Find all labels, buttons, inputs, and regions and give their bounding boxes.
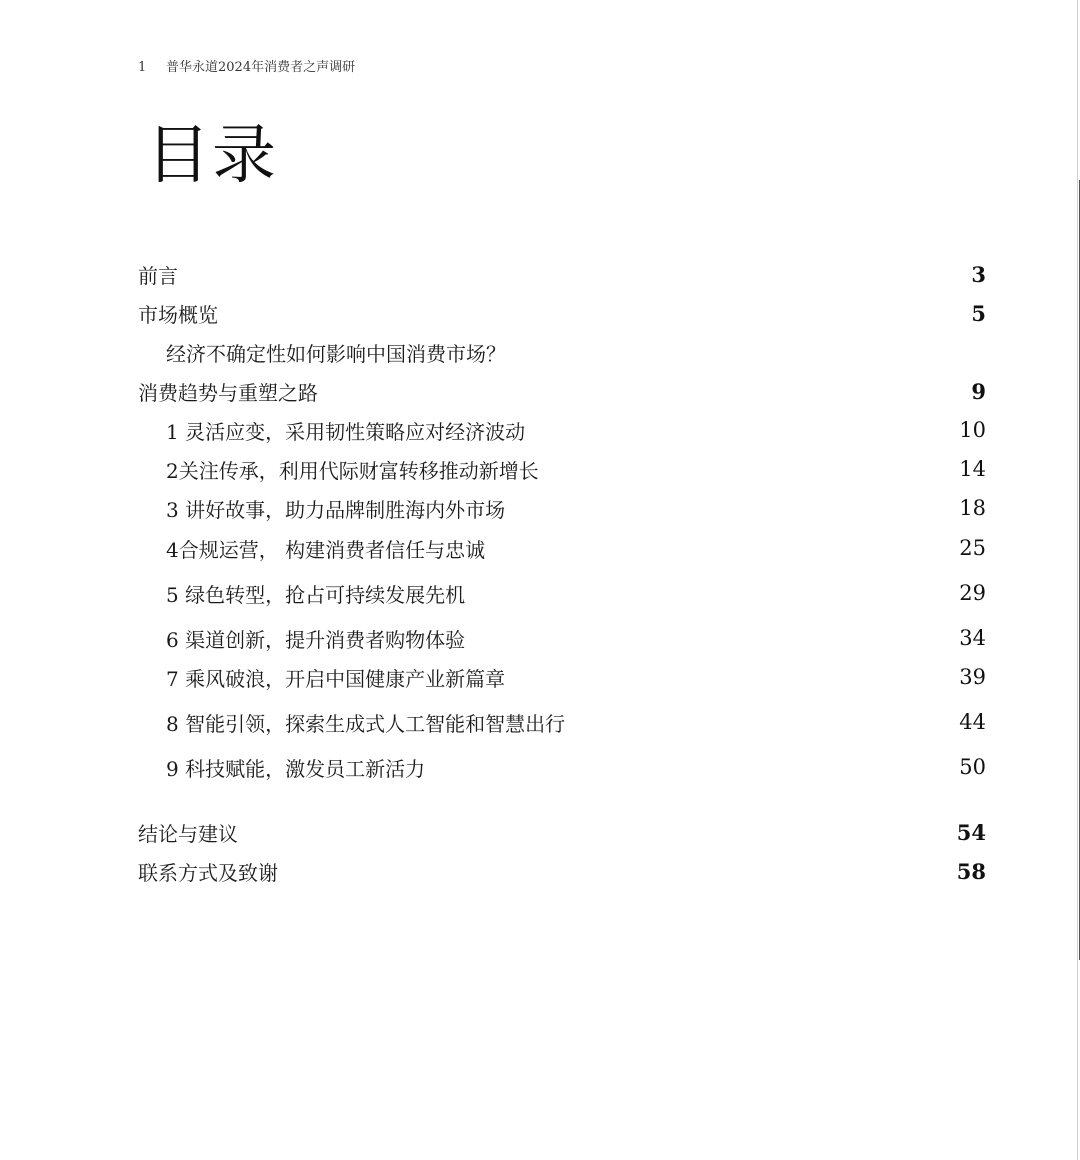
- toc-entry-trend-5[interactable]: [138, 579, 986, 611]
- toc-entry-trend-8[interactable]: [138, 708, 986, 740]
- toc-entry-page: 54: [956, 820, 986, 845]
- running-header: [138, 56, 355, 75]
- toc-entry-page: 3: [971, 262, 986, 287]
- header-page-number: 1: [138, 60, 147, 75]
- toc-entry-trend-1[interactable]: [138, 416, 986, 448]
- toc-entry-trend-7[interactable]: [138, 663, 986, 695]
- toc-entry-label: 5 绿色转型，抢占可持续发展先机: [166, 583, 466, 607]
- toc-entry-label: 6 渠道创新，提升消费者购物体验: [166, 628, 466, 652]
- toc-entry-page: 29: [959, 581, 986, 605]
- toc-entry-page: 10: [959, 418, 986, 442]
- toc-entry-page: 44: [959, 710, 986, 734]
- toc-entry-label: 1 灵活应变，采用韧性策略应对经济波动: [166, 420, 526, 444]
- toc-entry-market-overview[interactable]: [138, 299, 986, 331]
- toc-entry-page: 25: [959, 536, 986, 560]
- toc-entry-trend-6[interactable]: [138, 624, 986, 656]
- toc-entry-page: 39: [959, 665, 986, 689]
- toc-entry-trend-3[interactable]: [138, 494, 986, 526]
- toc-entry-contacts[interactable]: [138, 857, 986, 889]
- page-title: 目录: [146, 119, 278, 193]
- toc-entry-label: 消费趋势与重塑之路: [138, 381, 318, 405]
- toc-entry-page: 34: [959, 626, 986, 650]
- toc-entry-page: 9: [971, 379, 986, 404]
- toc-entry-page: 18: [959, 496, 986, 520]
- toc-entry-label: 联系方式及致谢: [138, 861, 278, 885]
- toc-entry-label: 4合规运营， 构建消费者信任与忠诚: [166, 538, 486, 562]
- toc-entry-page: 14: [959, 457, 986, 481]
- toc-entry-label: 经济不确定性如何影响中国消费市场？: [166, 342, 506, 366]
- toc-entry-label: 7 乘风破浪，开启中国健康产业新篇章: [166, 667, 506, 691]
- header-report-title: 普华永道2024年消费者之声调研: [166, 60, 356, 75]
- toc-entry-label: 前言: [138, 264, 178, 288]
- toc-entry-label: 9 科技赋能，激发员工新活力: [166, 757, 426, 781]
- toc-entry-page: 58: [956, 859, 986, 884]
- toc-entry-label: 3 讲好故事，助力品牌制胜海内外市场: [166, 498, 506, 522]
- toc-entry-label: 结论与建议: [138, 822, 238, 846]
- toc-entry-label: 2关注传承，利用代际财富转移推动新增长: [166, 459, 539, 483]
- toc-entry-conclusion[interactable]: [138, 818, 986, 850]
- toc-entry-trend-4[interactable]: [138, 534, 986, 566]
- toc-entry-consumer-trends[interactable]: [138, 377, 986, 409]
- toc-entry-page: 5: [971, 301, 986, 326]
- page-edge-line: [1077, 0, 1078, 1160]
- toc-entry-label: 市场概览: [138, 303, 218, 327]
- toc-entry-page: 50: [959, 755, 986, 779]
- toc-entry-foreword[interactable]: [138, 260, 986, 292]
- toc-entry-label: 8 智能引领，探索生成式人工智能和智慧出行: [166, 712, 566, 736]
- toc-entry-trend-2[interactable]: [138, 455, 986, 487]
- toc-entry-economic-uncertainty[interactable]: [138, 338, 986, 370]
- toc-entry-trend-9[interactable]: [138, 753, 986, 785]
